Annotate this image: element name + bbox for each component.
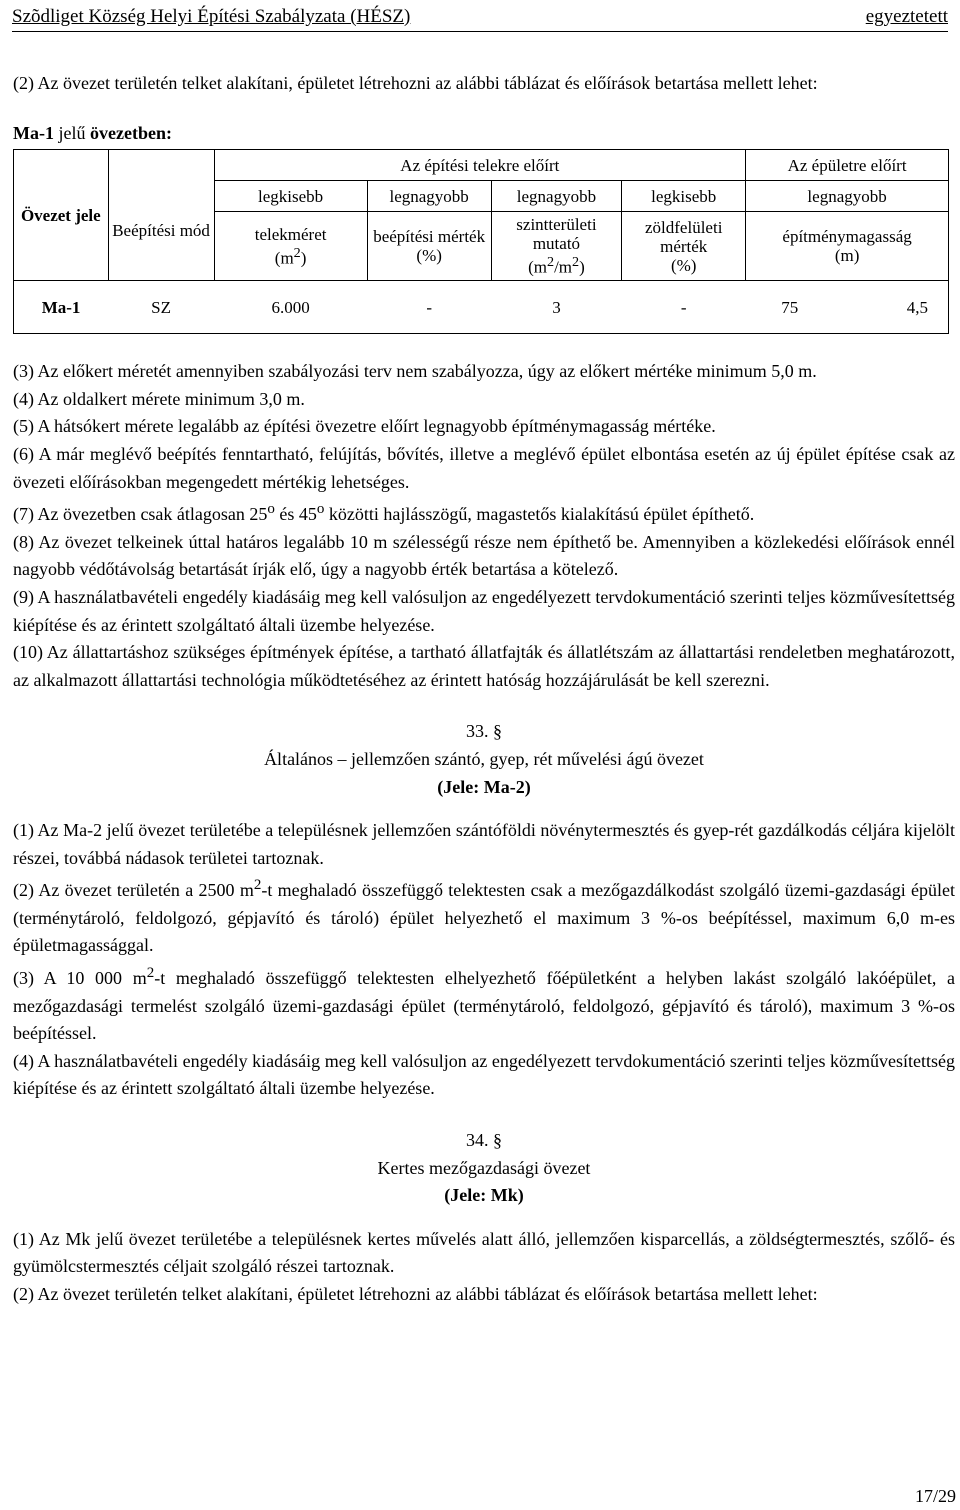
paragraph-3: (3) Az előkert méretét amennyiben szabályozási terv nem szabályozza, úgy az előkert mértéke minimum 5,0 m. [13, 361, 817, 382]
table-cell: 75 4,5 [746, 281, 949, 334]
section-33-paragraph-4: (4) A használatbavételi engedély kiadásáig meg kell valósuljon az engedélyezett tervdokumentáció szerinti teljes közművesítettség kiépítése és az érintett szolgáltató általi üzembe helyezése. [13, 1050, 955, 1099]
section-34-paragraph-2: (2) Az övezet területén telket alakítani, épületet létrehozni az alábbi táblázat és előírások betartása mellett lehet: [13, 1284, 818, 1304]
table-cell: - [622, 281, 746, 334]
subheader-max-coverage: legnagyobb [367, 181, 491, 212]
intro-paragraph: (2) Az övezet területén telket alakítani, épületet létrehozni az alábbi táblázat és előírások betartása mellett lehet: [13, 73, 818, 93]
document-body [13, 70, 955, 1309]
table-row [14, 281, 949, 334]
section-33-paragraph-3: (3) A 10 000 $m^2-t$ meghaladó összefüggő telektesten elhelyezhető főépületként a helyben lakást szolgáló lakóépület, a mezőgazdasági termelést szolgáló üzemi-gazdasági épület (terménytároló, feldolgozó, gépjavító és tároló), maximum 3 %-os beépítéssel. [13, 965, 955, 1044]
subheader-max-height: legnagyobb [746, 181, 949, 212]
zone-heading-suffix: övezetben: [89, 122, 172, 143]
paragraph-9: (9) A használatbavételi engedély kiadásáig meg kell valósuljon az engedélyezett tervdokumentáció szerinti teljes közművesítettség kiépítése és az érintett szolgáltató általi üzembe helyezése. [13, 586, 955, 635]
section-33-paragraph-2: (2) Az övezet területén a 2500 $m^2-t$ meghaladó összefüggő telektesten csak a mezőgazdálkodást szolgáló üzemi-gazdasági épület (terménytároló, feldolgozó, gépjavító és tároló) épület helyezhető el maximum 3 %-os beépítéssel, maximum 6,0 m-es épületmagassággal. [13, 877, 955, 956]
paragraph-6: (6) A már meglévő beépítés fenntartható, felújítás, bővítés, illetve a meglévő épület elbontása esetén az új épület építése csak az övezeti előírásokban megengedett mértékig lehetséges. [13, 443, 955, 492]
zone-code: Ma-1 [13, 122, 54, 143]
paragraph-5: (5) A hátsókert mérete legalább az építési övezetre előírt legnagyobb építménymagasság mértéke. [13, 416, 716, 437]
paragraph-4: (4) Az oldalkert mérete minimum 3,0 m. [13, 388, 305, 409]
column-header-coverage: beépítési mérték (%) [367, 212, 491, 281]
column-header-green-area: zöldfelületi mérték (%) [622, 212, 746, 281]
zone-heading-word: jelű [58, 122, 86, 143]
section-34-number: 34. § [466, 1130, 502, 1151]
header-divider [12, 31, 948, 32]
table-cell: 3 [491, 281, 622, 334]
document-status: egyeztetett [865, 6, 948, 27]
subheader-min-plot: legkisebb [214, 181, 367, 212]
section-33-paragraph-1: (1) Az Ma-2 jelű övezet területébe a településnek jellemzően szántóföldi növénytermesztés és gyep-rét gazdálkodás céljára kijelölt részei, továbbá nádasok területei tartoznak. [13, 820, 955, 868]
section-34-code: (Jele: Mk) [444, 1185, 524, 1206]
table-cell: Ma-1 [14, 281, 109, 334]
column-group-plot: Az építési telekre előírt [214, 150, 746, 181]
zone-heading [13, 120, 955, 148]
paragraph-8: (8) Az övezet telkeinek úttal határos legalább 10 m szélességű része nem építhető be. Amennyiben a közlekedési előírások ennél nagyobb védőtávolság betartását írják elő, úgy a nagyobb érték betartása a kötelező. [13, 531, 955, 580]
table-cell: 6.000 [214, 281, 367, 334]
paragraph-7: (7) Az övezetben csak átlagosan 25$^o$ és 45$^o$ közötti hajlásszögű, magastetős kialakítású épület építhető. [13, 501, 755, 525]
column-group-building: Az épületre előírt [746, 150, 949, 181]
section-33-number: 33. § [466, 721, 502, 742]
section-33-code: (Jele: Ma-2) [437, 776, 531, 797]
column-header-plot-size: telekméret $(m^2)$ [214, 212, 367, 281]
section-34-paragraph-1: (1) Az Mk jelű övezet területébe a településnek kertes művelés alatt álló, jellemzően kisparcellás, a zöldségtermesztés, szőlő- és gyümölcstermesztés céljait szolgáló részei tartoznak. [13, 1228, 955, 1277]
page-number: 17/29 [914, 1486, 956, 1506]
section-33-title: Általános – jellemzően szántó, gyep, rét művelési ágú övezet [264, 748, 704, 769]
column-header-mode: Beépítési mód [108, 181, 214, 281]
subheader-max-floor: legnagyobb [491, 181, 622, 212]
subheader-min-green: legkisebb [622, 181, 746, 212]
table-cell: - [367, 281, 491, 334]
document-title: Szõdliget Község Helyi Építési Szabályzata (HÉSZ) [12, 6, 411, 27]
section-34-title: Kertes mezőgazdasági övezet [377, 1157, 591, 1178]
column-header-height: építménymagasság (m) [746, 212, 949, 281]
paragraph-10: (10) Az állattartáshoz szükséges építmények építése, a tartható állatfajták és állatlétszám az állattartási rendeletben meghatározott, az alkalmazott állattartási technológia működtetéséhez az érintett hatóság hozzájárulását be kell szerezni. [13, 642, 955, 690]
table-header-blank [108, 150, 214, 181]
zone-table [13, 149, 949, 334]
column-header-floor-ratio: szintterületi mutató $(m^2/m^2)$ [491, 212, 622, 281]
table-cell: SZ [108, 281, 214, 334]
column-header-zone: Övezet jele [14, 150, 109, 281]
page-header [12, 6, 948, 32]
